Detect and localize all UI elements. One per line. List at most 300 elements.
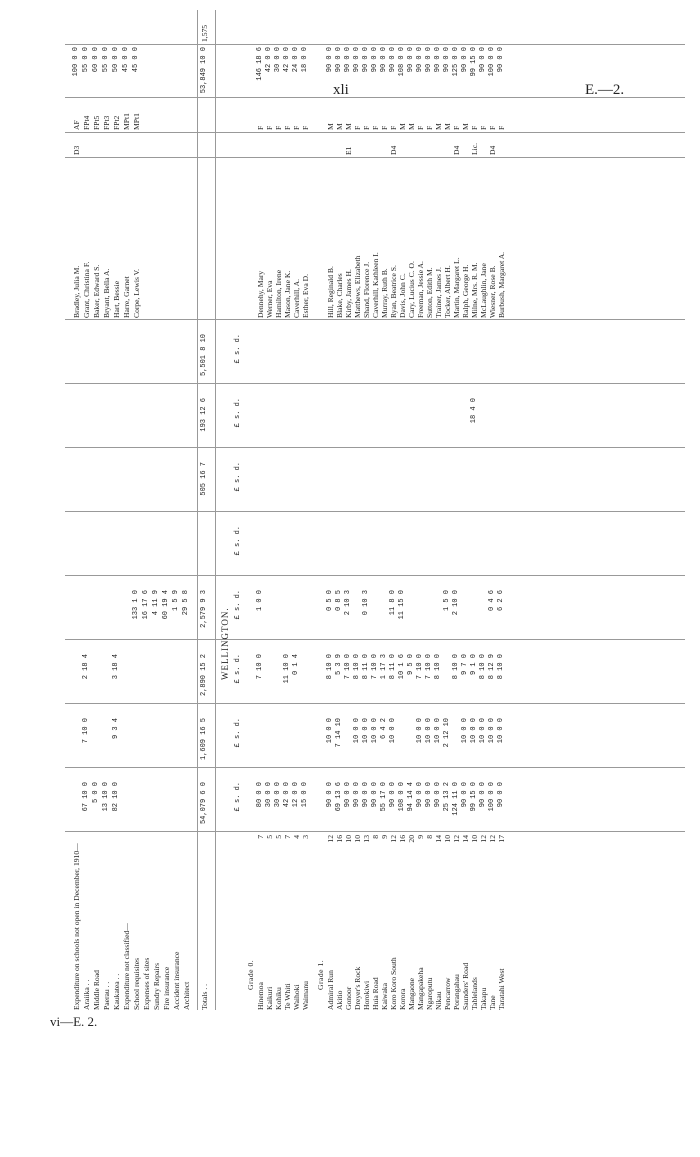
teacher-name: Esther, Eva D. bbox=[301, 274, 310, 318]
row-amount: 9 1 0 bbox=[470, 654, 478, 676]
teacher-class: F bbox=[353, 125, 362, 130]
row-amount: 8 11 0 bbox=[362, 654, 370, 680]
row-name: Gonoor bbox=[344, 986, 353, 1010]
row-amount: 90 0 0 bbox=[434, 782, 442, 808]
row-name: Tane bbox=[488, 995, 497, 1010]
teacher-position: D4 bbox=[452, 145, 461, 155]
teacher-position: D3 bbox=[72, 145, 81, 155]
row-amount: 108 0 0 bbox=[398, 782, 406, 812]
row-amount: 1 5 9 bbox=[172, 590, 180, 612]
row-amount: 10 0 0 bbox=[488, 718, 496, 744]
row-attendance: 12 bbox=[488, 835, 497, 843]
row-amount: 0 10 3 bbox=[362, 590, 370, 616]
row-amount: 1 5 0 bbox=[443, 590, 451, 612]
teacher-salary: 18 0 0 bbox=[301, 47, 309, 73]
teacher-name: Grant, Christina F. bbox=[82, 261, 91, 318]
teacher-salary: 90 0 0 bbox=[380, 47, 388, 73]
row-name: School requisites bbox=[132, 957, 141, 1010]
row-name: Tablelands bbox=[470, 977, 479, 1010]
row-amount: 99 15 0 bbox=[470, 782, 478, 812]
teacher-salary: 30 0 0 bbox=[274, 47, 282, 73]
table-row bbox=[83, 10, 91, 1010]
teacher-name: Martin, Margaret L. bbox=[452, 257, 461, 318]
row-attendance: 20 bbox=[407, 835, 416, 843]
totals-row bbox=[201, 10, 209, 1010]
teacher-name: Baker, Edward S. bbox=[92, 264, 101, 318]
teacher-salary: 60 0 0 bbox=[92, 47, 100, 73]
row-amount: 82 10 0 bbox=[112, 782, 120, 812]
row-attendance: 12 bbox=[326, 835, 335, 843]
row-amount: 18 4 0 bbox=[470, 398, 478, 424]
teacher-class: F bbox=[292, 125, 301, 130]
row-name: Kaikuri bbox=[265, 986, 274, 1010]
teacher-name: Hamilton, Irene bbox=[274, 269, 283, 318]
row-amount: 8 10 0 bbox=[452, 654, 460, 680]
money-unit: £ s. d. bbox=[234, 590, 242, 620]
totals-amount: 2,890 15 2 bbox=[200, 654, 208, 697]
row-amount: 67 10 0 bbox=[82, 782, 90, 812]
teacher-salary: 90 0 0 bbox=[344, 47, 352, 73]
table-row bbox=[93, 10, 101, 1010]
rule bbox=[215, 10, 216, 1010]
row-amount: 90 0 0 bbox=[497, 782, 505, 808]
row-name: Waimanu bbox=[301, 981, 310, 1010]
row-name: Koro Koro South bbox=[389, 957, 398, 1010]
rule bbox=[197, 10, 198, 1010]
row-amount: 10 1 6 bbox=[398, 654, 406, 680]
row-amount: 8 10 0 bbox=[497, 654, 505, 680]
table-row bbox=[123, 10, 131, 1010]
teacher-salary: 100 0 0 bbox=[72, 47, 80, 77]
row-amount: 90 0 0 bbox=[425, 782, 433, 808]
table-row bbox=[284, 10, 292, 1010]
row-amount: 2 10 0 bbox=[452, 590, 460, 616]
table-row bbox=[498, 10, 506, 1010]
row-amount: 90 0 0 bbox=[461, 782, 469, 808]
teacher-name: Wiesner, Rose B. bbox=[488, 265, 497, 318]
row-name: Accident insurance bbox=[172, 951, 181, 1010]
teacher-salary: 90 0 0 bbox=[497, 47, 505, 73]
money-unit: £ s. d. bbox=[234, 782, 242, 812]
totals-amount: 505 16 7 bbox=[200, 462, 208, 496]
row-name: Waihoki bbox=[292, 984, 301, 1010]
row-amount: 3 18 4 bbox=[112, 654, 120, 680]
money-unit: £ s. d. bbox=[234, 654, 242, 684]
row-name: Admiral Run bbox=[326, 970, 335, 1010]
teacher-salary: 90 0 0 bbox=[443, 47, 451, 73]
row-name: Paerau . . bbox=[102, 981, 111, 1010]
row-amount: 7 10 0 bbox=[416, 654, 424, 680]
teacher-name: Bryant, Bella A. bbox=[102, 268, 111, 318]
row-amount: 5 3 9 bbox=[335, 654, 343, 676]
teacher-class: F bbox=[470, 125, 479, 130]
row-attendance: 9 bbox=[416, 835, 425, 839]
row-amount: 7 10 0 bbox=[82, 718, 90, 744]
teacher-class: M bbox=[434, 123, 443, 130]
row-amount: 94 14 4 bbox=[407, 782, 415, 812]
teacher-name: Bradley, Julia M. bbox=[72, 265, 81, 318]
totals-amount: 193 12 6 bbox=[200, 398, 208, 432]
row-amount: 9 5 0 bbox=[407, 654, 415, 676]
teacher-salary: 100 0 0 bbox=[488, 47, 496, 77]
row-name: Kaiwaka bbox=[380, 983, 389, 1010]
row-name: Horokiwi bbox=[362, 980, 371, 1010]
teacher-salary: 90 0 0 bbox=[416, 47, 424, 73]
row-amount: 10 0 0 bbox=[470, 718, 478, 744]
row-amount: 60 19 4 bbox=[162, 590, 170, 620]
teacher-name: Milne, Mrs. R. M. bbox=[470, 262, 479, 318]
totals-label: Totals . . bbox=[200, 983, 209, 1010]
totals-amount: 2,579 9 3 bbox=[200, 590, 208, 628]
table-row bbox=[417, 10, 425, 1010]
row-attendance: 12 bbox=[479, 835, 488, 843]
row-name: Pencarrow bbox=[443, 977, 452, 1010]
row-amount: 11 10 0 bbox=[283, 654, 291, 684]
teacher-class: FPt5 bbox=[92, 115, 101, 130]
row-name: Araiika . . bbox=[82, 979, 91, 1010]
teacher-name: Corpe, Lewis V. bbox=[132, 268, 141, 318]
teacher-class: M bbox=[398, 123, 407, 130]
teacher-class: FPt4 bbox=[82, 115, 91, 130]
table-row bbox=[275, 10, 283, 1010]
teacher-class: F bbox=[256, 125, 265, 130]
row-amount: 12 0 0 bbox=[292, 782, 300, 808]
teacher-class: F bbox=[380, 125, 389, 130]
table-row bbox=[73, 10, 81, 1010]
table-row bbox=[480, 10, 488, 1010]
teacher-class: F bbox=[425, 125, 434, 130]
table-row bbox=[462, 10, 470, 1010]
teacher-salary: 90 0 0 bbox=[461, 47, 469, 73]
row-amount: 80 0 0 bbox=[256, 782, 264, 808]
teacher-salary: 90 0 0 bbox=[389, 47, 397, 73]
teacher-salary: 90 0 0 bbox=[407, 47, 415, 73]
teacher-name: Caverhill, A. bbox=[292, 278, 301, 318]
teacher-salary: 24 0 0 bbox=[292, 47, 300, 73]
teacher-class: M bbox=[461, 123, 470, 130]
teacher-class: F bbox=[265, 125, 274, 130]
teacher-position: Lic. bbox=[470, 142, 479, 155]
teacher-position: E1 bbox=[344, 146, 353, 155]
row-amount: 10 0 0 bbox=[353, 718, 361, 744]
table-row bbox=[435, 10, 443, 1010]
teacher-salary: 90 0 0 bbox=[425, 47, 433, 73]
row-attendance: 3 bbox=[301, 835, 310, 839]
teacher-salary: 90 0 0 bbox=[479, 47, 487, 73]
teacher-class: F bbox=[371, 125, 380, 130]
table-row bbox=[489, 10, 497, 1010]
teacher-position: D4 bbox=[488, 145, 497, 155]
row-attendance: 7 bbox=[256, 835, 265, 839]
teacher-class: M bbox=[443, 123, 452, 130]
row-attendance: 12 bbox=[389, 835, 398, 843]
teacher-class: FPt3 bbox=[102, 115, 111, 130]
row-name: Dreyer's Rock bbox=[353, 966, 362, 1010]
teacher-name: Werner, Eva bbox=[265, 280, 274, 318]
row-name: Fire insurance bbox=[162, 966, 171, 1010]
money-unit: £ s. d. bbox=[234, 334, 242, 364]
row-amount: 10 0 0 bbox=[497, 718, 505, 744]
row-amount: 9 7 0 bbox=[461, 654, 469, 676]
row-amount: 13 10 0 bbox=[102, 782, 110, 812]
row-amount: 0 5 0 bbox=[326, 590, 334, 612]
teacher-name: Kirby, James H. bbox=[344, 269, 353, 318]
row-amount: 8 10 0 bbox=[434, 654, 442, 680]
teacher-salary: 90 0 0 bbox=[335, 47, 343, 73]
table-row bbox=[354, 10, 362, 1010]
row-amount: 90 0 0 bbox=[371, 782, 379, 808]
teacher-class: F bbox=[488, 125, 497, 130]
row-amount: 133 1 0 bbox=[132, 590, 140, 620]
teacher-salary: 90 0 0 bbox=[434, 47, 442, 73]
row-attendance: 10 bbox=[353, 835, 362, 843]
row-attendance: 10 bbox=[470, 835, 479, 843]
table-row bbox=[408, 10, 416, 1010]
teacher-salary: 45 0 0 bbox=[132, 47, 140, 73]
row-amount: 7 10 0 bbox=[425, 654, 433, 680]
row-name: Porangahau bbox=[452, 974, 461, 1010]
row-amount: 8 10 0 bbox=[353, 654, 361, 680]
row-amount: 1 17 3 bbox=[380, 654, 388, 680]
row-name: Takapu bbox=[479, 987, 488, 1010]
row-amount: 42 0 0 bbox=[283, 782, 291, 808]
row-amount: 1 0 0 bbox=[256, 590, 264, 612]
row-attendance: 5 bbox=[274, 835, 283, 839]
row-amount: 7 10 0 bbox=[344, 654, 352, 680]
grade-heading: Grade 0. bbox=[246, 959, 255, 990]
teacher-name: Burbush, Margaret A. bbox=[497, 251, 506, 318]
teacher-name: Murray, Ruth B. bbox=[380, 268, 389, 318]
row-attendance: 14 bbox=[434, 835, 443, 843]
row-amount: 69 13 6 bbox=[335, 782, 343, 812]
table-row bbox=[336, 10, 344, 1010]
row-attendance: 4 bbox=[292, 835, 301, 839]
teacher-class: F bbox=[452, 125, 461, 130]
row-amount: 2 12 10 bbox=[443, 718, 451, 748]
teacher-name: Dennehy, Mary bbox=[256, 270, 265, 318]
teacher-name: Mason, Jane K. bbox=[283, 270, 292, 318]
row-amount: 0 8 5 bbox=[335, 590, 343, 612]
teacher-class: F bbox=[497, 125, 506, 130]
row-amount: 90 0 0 bbox=[479, 782, 487, 808]
footer-label: vi—E. 2. bbox=[50, 1014, 98, 1029]
row-amount: 90 0 0 bbox=[389, 782, 397, 808]
table-row bbox=[471, 10, 479, 1010]
table-row bbox=[183, 10, 191, 1010]
row-name: Saunders' Road bbox=[461, 962, 470, 1010]
row-name: Mangaone bbox=[407, 977, 416, 1010]
table-row bbox=[103, 10, 111, 1010]
money-unit: £ s. d. bbox=[234, 718, 242, 748]
teacher-class: F bbox=[301, 125, 310, 130]
teacher-class: F bbox=[274, 125, 283, 130]
row-name: Kaukatea . . bbox=[112, 973, 121, 1010]
teacher-class: F bbox=[283, 125, 292, 130]
table-row bbox=[327, 10, 335, 1010]
teacher-class: F bbox=[389, 125, 398, 130]
row-amount: 15 0 0 bbox=[301, 782, 309, 808]
row-amount: 124 11 0 bbox=[452, 782, 460, 816]
row-name: Expenditure not classified— bbox=[122, 923, 131, 1010]
row-attendance: 17 bbox=[497, 835, 506, 843]
table-row bbox=[266, 10, 274, 1010]
totals-salary: 53,849 10 0 bbox=[200, 47, 208, 94]
row-attendance: 12 bbox=[452, 835, 461, 843]
teacher-class: F bbox=[416, 125, 425, 130]
row-amount: 0 4 6 bbox=[488, 590, 496, 612]
row-amount: 7 14 10 bbox=[335, 718, 343, 748]
teacher-salary: 45 0 0 bbox=[122, 47, 130, 73]
teacher-class: AF bbox=[72, 120, 81, 130]
teacher-class: M bbox=[335, 123, 344, 130]
series-code: E.—2. bbox=[585, 82, 625, 98]
row-amount: 90 0 0 bbox=[344, 782, 352, 808]
row-name: Korora bbox=[398, 988, 407, 1010]
row-name: Kohiku bbox=[274, 987, 283, 1010]
teacher-salary: 108 0 0 bbox=[398, 47, 406, 77]
teacher-class: M bbox=[407, 123, 416, 130]
row-name: Expenses of sites bbox=[142, 957, 151, 1010]
teacher-class: M bbox=[344, 123, 353, 130]
table-row bbox=[363, 10, 371, 1010]
row-attendance: 13 bbox=[362, 835, 371, 843]
table-row bbox=[426, 10, 434, 1010]
row-amount: 0 1 4 bbox=[292, 654, 300, 676]
teacher-salary: 42 0 0 bbox=[265, 47, 273, 73]
row-amount: 2 10 3 bbox=[344, 590, 352, 616]
table-row bbox=[399, 10, 407, 1010]
teacher-salary: 90 0 0 bbox=[353, 47, 361, 73]
row-amount: 10 0 0 bbox=[461, 718, 469, 744]
row-attendance: 10 bbox=[443, 835, 452, 843]
row-amount: 2 18 4 bbox=[82, 654, 90, 680]
teacher-class: F bbox=[479, 125, 488, 130]
row-amount: 10 0 0 bbox=[416, 718, 424, 744]
row-amount: 10 0 0 bbox=[371, 718, 379, 744]
teacher-name: Matthews, Elizabeth bbox=[353, 255, 362, 318]
row-amount: 90 0 0 bbox=[416, 782, 424, 808]
table-row bbox=[293, 10, 301, 1010]
row-amount: 29 5 8 bbox=[182, 590, 190, 616]
table-row bbox=[133, 10, 141, 1010]
row-amount: 10 0 0 bbox=[326, 718, 334, 744]
row-attendance: 14 bbox=[461, 835, 470, 843]
teacher-salary: 90 0 0 bbox=[362, 47, 370, 73]
totals-amount: 54,079 6 0 bbox=[200, 782, 208, 825]
teacher-name: Tocker, Albert H. bbox=[443, 265, 452, 318]
row-name: Nikau bbox=[434, 991, 443, 1010]
row-name: Expenditure on schools not open in December, 1910— bbox=[72, 843, 81, 1010]
teacher-name: Trainer, James J. bbox=[434, 267, 443, 318]
teacher-position: D4 bbox=[389, 145, 398, 155]
teacher-name: Caverhill, Kathleen I. bbox=[371, 252, 380, 318]
teacher-name: Harre, Garnet bbox=[122, 276, 131, 318]
row-amount: 10 0 0 bbox=[479, 718, 487, 744]
row-name: Akitio bbox=[335, 990, 344, 1010]
teacher-name: Sutton, Edith M. bbox=[425, 267, 434, 318]
teacher-salary: 99 15 0 bbox=[470, 47, 478, 77]
row-amount: 7 10 0 bbox=[256, 654, 264, 680]
table-row bbox=[390, 10, 398, 1010]
table-row bbox=[444, 10, 452, 1010]
row-name: Te Whiti bbox=[283, 983, 292, 1010]
teacher-name: Hill, Reginald B. bbox=[326, 266, 335, 318]
table-row bbox=[381, 10, 389, 1010]
row-amount: 9 3 4 bbox=[112, 718, 120, 740]
rotated-table bbox=[65, 10, 685, 1010]
row-attendance: 16 bbox=[398, 835, 407, 843]
row-attendance: 5 bbox=[265, 835, 274, 839]
row-amount: 8 11 0 bbox=[389, 654, 397, 680]
row-amount: 10 0 0 bbox=[425, 718, 433, 744]
row-attendance: 8 bbox=[371, 835, 380, 839]
teacher-class: MPt1 bbox=[132, 113, 141, 130]
row-name: Mangapakeha bbox=[416, 967, 425, 1010]
row-amount: 6 2 6 bbox=[497, 590, 505, 612]
totals-amount: 5,501 8 10 bbox=[200, 334, 208, 377]
teacher-name: Davis, John C. bbox=[398, 273, 407, 318]
totals-last: 1,575 bbox=[200, 24, 209, 42]
teacher-class: F bbox=[362, 125, 371, 130]
teacher-name: McLaughlin, Jane bbox=[479, 263, 488, 318]
table-row bbox=[453, 10, 461, 1010]
row-name: Huia Road bbox=[371, 977, 380, 1010]
row-name: Taratahi West bbox=[497, 968, 506, 1010]
teacher-name: Ryan, Beatrice S. bbox=[389, 265, 398, 318]
row-amount: 8 10 0 bbox=[479, 654, 487, 680]
teacher-name: Shand, Florence J. bbox=[362, 261, 371, 318]
row-name: Hinemoa bbox=[256, 982, 265, 1010]
row-name: Architect bbox=[182, 981, 191, 1010]
row-attendance: 8 bbox=[425, 835, 434, 839]
row-amount: 4 11 9 bbox=[152, 590, 160, 616]
row-amount: 7 10 0 bbox=[371, 654, 379, 680]
teacher-salary: 50 0 0 bbox=[112, 47, 120, 73]
table-row bbox=[113, 10, 121, 1010]
teacher-class: MPt1 bbox=[122, 113, 131, 130]
teacher-salary: 55 0 0 bbox=[82, 47, 90, 73]
row-amount: 8 10 0 bbox=[326, 654, 334, 680]
region-heading: WELLINGTON. bbox=[220, 607, 230, 680]
row-amount: 90 0 0 bbox=[353, 782, 361, 808]
table-row bbox=[173, 10, 181, 1010]
teacher-salary: 55 0 0 bbox=[102, 47, 110, 73]
row-name: Ngaroputu bbox=[425, 977, 434, 1010]
table-row bbox=[302, 10, 310, 1010]
row-attendance: 10 bbox=[344, 835, 353, 843]
teacher-salary: 125 0 0 bbox=[452, 47, 460, 77]
teacher-salary: 146 18 6 bbox=[256, 47, 264, 81]
grade-heading: Grade 1. bbox=[316, 959, 325, 990]
teacher-name: Cary, Lucius C. O. bbox=[407, 261, 416, 318]
teacher-name: Blake, Charles bbox=[335, 273, 344, 318]
money-unit: £ s. d. bbox=[234, 398, 242, 428]
money-unit: £ s. d. bbox=[234, 462, 242, 492]
row-amount: 11 15 0 bbox=[398, 590, 406, 620]
table-row bbox=[163, 10, 171, 1010]
row-name: Sundry Repairs bbox=[152, 962, 161, 1010]
table-row bbox=[153, 10, 161, 1010]
row-amount: 30 0 0 bbox=[274, 782, 282, 808]
teacher-name: Hart, Bessie bbox=[112, 280, 121, 318]
row-name: Middle Road bbox=[92, 970, 101, 1010]
row-amount: 10 0 0 bbox=[434, 718, 442, 744]
row-amount: 16 17 6 bbox=[142, 590, 150, 620]
row-attendance: 7 bbox=[283, 835, 292, 839]
row-amount: 11 8 0 bbox=[389, 590, 397, 616]
row-amount: 10 0 0 bbox=[362, 718, 370, 744]
teacher-class: FPt2 bbox=[112, 115, 121, 130]
